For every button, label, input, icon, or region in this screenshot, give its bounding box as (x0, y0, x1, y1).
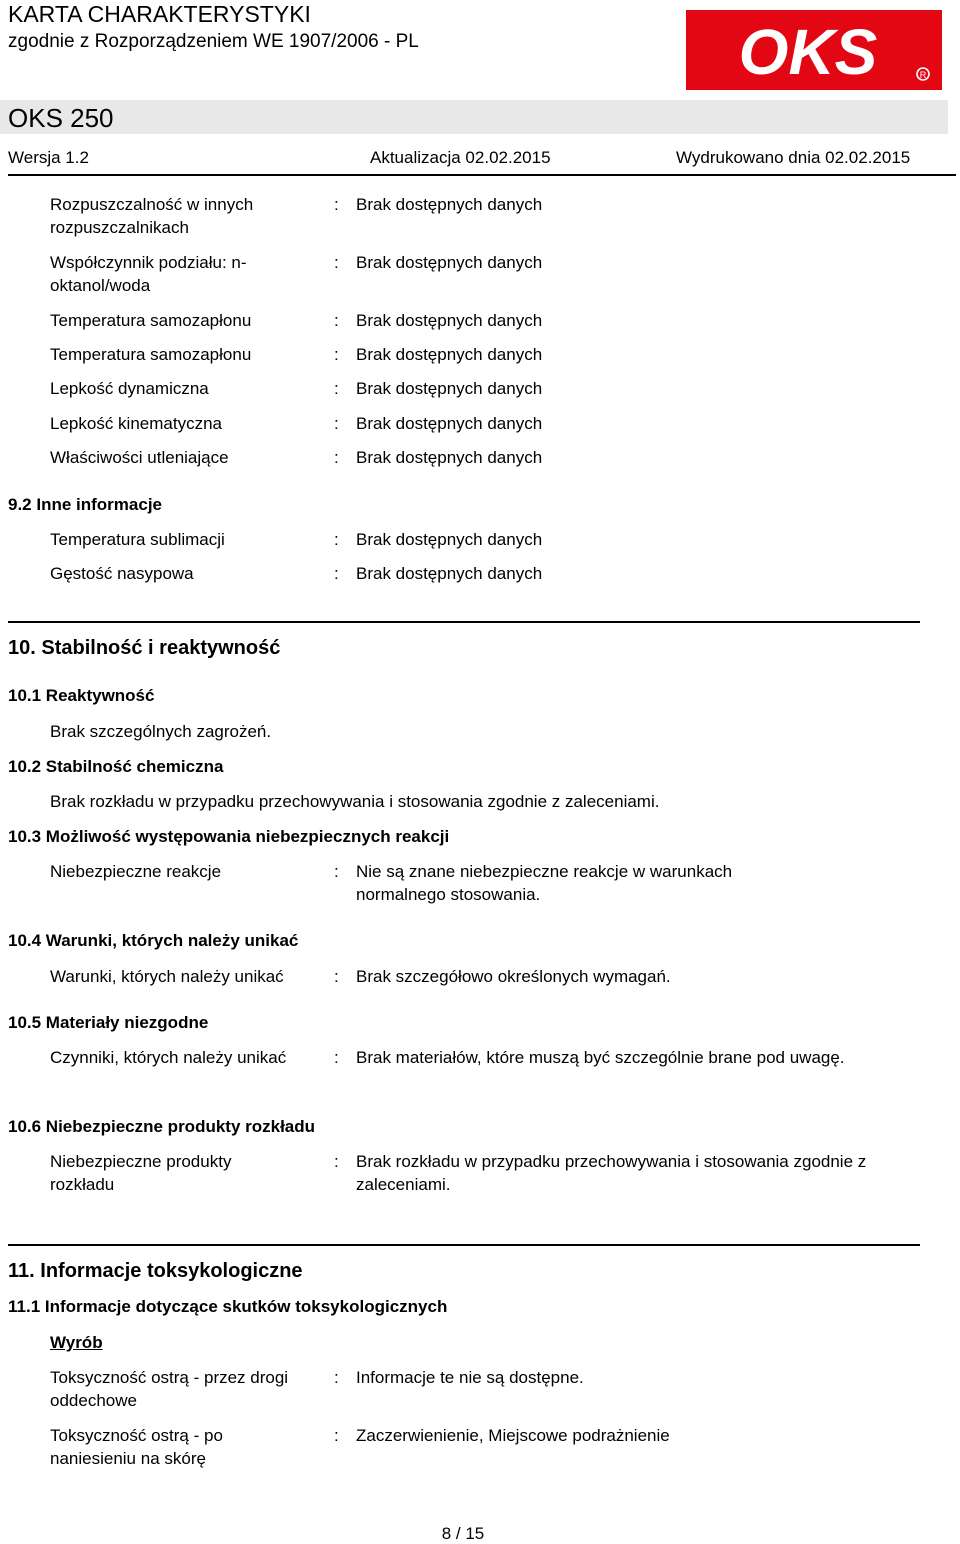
reactivity-text: Brak szczególnych zagrożeń. (50, 722, 272, 741)
colon: : (334, 862, 339, 881)
colon: : (334, 311, 339, 330)
colon: : (334, 379, 339, 398)
subsection-heading-10-3: 10.3 Możliwość występowania niebezpiecznych reakcji (8, 827, 450, 846)
product-name: OKS 250 (8, 103, 114, 133)
document-title: KARTA CHARAKTERYSTYKI (8, 1, 311, 27)
colon: : (334, 253, 339, 272)
colon: : (334, 345, 339, 364)
colon: : (334, 1048, 339, 1067)
colon: : (334, 448, 339, 467)
property-value: Brak dostępnych danych (356, 414, 543, 433)
property-value: Brak materiałów, które muszą być szczególnie brane pod uwagę. (356, 1048, 845, 1067)
property-value: Zaczerwienienie, Miejscowe podrażnienie (356, 1426, 670, 1445)
subsection-heading-11-1: 11.1 Informacje dotyczące skutków toksykologicznych (8, 1297, 448, 1316)
property-value: Nie są znane niebezpieczne reakcje w warunkach normalnego stosowania. (356, 862, 733, 904)
page-number: 8 / 15 (441, 1524, 485, 1543)
subsection-heading-10-6: 10.6 Niebezpieczne produkty rozkładu (8, 1117, 316, 1136)
regulation-subtitle: zgodnie z Rozporządzeniem WE 1907/2006 - PL (8, 31, 419, 52)
property-value: Brak dostępnych danych (356, 564, 543, 583)
colon: : (334, 967, 339, 986)
section-divider (8, 1244, 920, 1246)
property-label: Gęstość nasypowa (50, 564, 194, 583)
oks-logo (686, 10, 942, 90)
property-label: Temperatura sublimacji (50, 530, 225, 549)
property-value: Brak dostępnych danych (356, 379, 543, 398)
colon: : (334, 1426, 339, 1445)
stability-text: Brak rozkładu w przypadku przechowywania i stosowania zgodnie z zaleceniami. (50, 792, 660, 811)
subsection-heading-10-5: 10.5 Materiały niezgodne (8, 1013, 209, 1032)
property-value: Brak dostępnych danych (356, 195, 543, 214)
version-label: Wersja 1.2 (8, 148, 89, 167)
property-label: Czynniki, których należy unikać (50, 1048, 287, 1067)
property-label: Temperatura samozapłonu (50, 311, 252, 330)
logo-wordmark: OKS (738, 16, 878, 88)
property-label: Współczynnik podziału: n-oktanol/woda (50, 253, 247, 295)
property-label: Właściwości utleniające (50, 448, 229, 467)
colon: : (334, 564, 339, 583)
product-label: Wyrób (50, 1333, 103, 1352)
property-value: Brak dostępnych danych (356, 448, 543, 467)
oks-logo-graphic (686, 10, 942, 90)
colon: : (334, 1152, 339, 1171)
section-heading-10: 10. Stabilność i reaktywność (8, 637, 281, 659)
subsection-heading-10-1: 10.1 Reaktywność (8, 686, 155, 705)
subsection-heading-10-4: 10.4 Warunki, których należy unikać (8, 931, 299, 950)
svg-text:R: R (919, 70, 927, 80)
section-divider (8, 621, 920, 623)
property-label: Temperatura samozapłonu (50, 345, 252, 364)
property-label: Warunki, których należy unikać (50, 967, 284, 986)
property-label: Niebezpieczne produkty rozkładu (50, 1152, 232, 1194)
property-label: Toksyczność ostrą - po naniesieniu na skórę (50, 1426, 223, 1468)
colon: : (334, 414, 339, 433)
property-label: Lepkość kinematyczna (50, 414, 222, 433)
property-value: Brak dostępnych danych (356, 345, 543, 364)
property-label: Lepkość dynamiczna (50, 379, 209, 398)
colon: : (334, 530, 339, 549)
header-divider (8, 174, 956, 176)
section-heading-11: 11. Informacje toksykologiczne (8, 1260, 303, 1282)
property-value: Brak rozkładu w przypadku przechowywania i stosowania zgodnie z zaleceniami. (356, 1152, 867, 1194)
property-value: Brak dostępnych danych (356, 530, 543, 549)
property-value: Brak szczegółowo określonych wymagań. (356, 967, 671, 986)
property-label: Toksyczność ostrą - przez drogi oddechowe (50, 1368, 289, 1410)
print-date: Wydrukowano dnia 02.02.2015 (676, 148, 911, 167)
property-value: Informacje te nie są dostępne. (356, 1368, 584, 1387)
subsection-heading-10-2: 10.2 Stabilność chemiczna (8, 757, 224, 776)
property-value: Brak dostępnych danych (356, 311, 543, 330)
colon: : (334, 195, 339, 214)
property-label: Rozpuszczalność w innych rozpuszczalnikach (50, 195, 254, 237)
property-value: Brak dostępnych danych (356, 253, 543, 272)
colon: : (334, 1368, 339, 1387)
subsection-heading-9-2: 9.2 Inne informacje (8, 495, 162, 514)
update-date: Aktualizacja 02.02.2015 (370, 148, 551, 167)
product-bar (0, 100, 948, 134)
property-label: Niebezpieczne reakcje (50, 862, 222, 881)
